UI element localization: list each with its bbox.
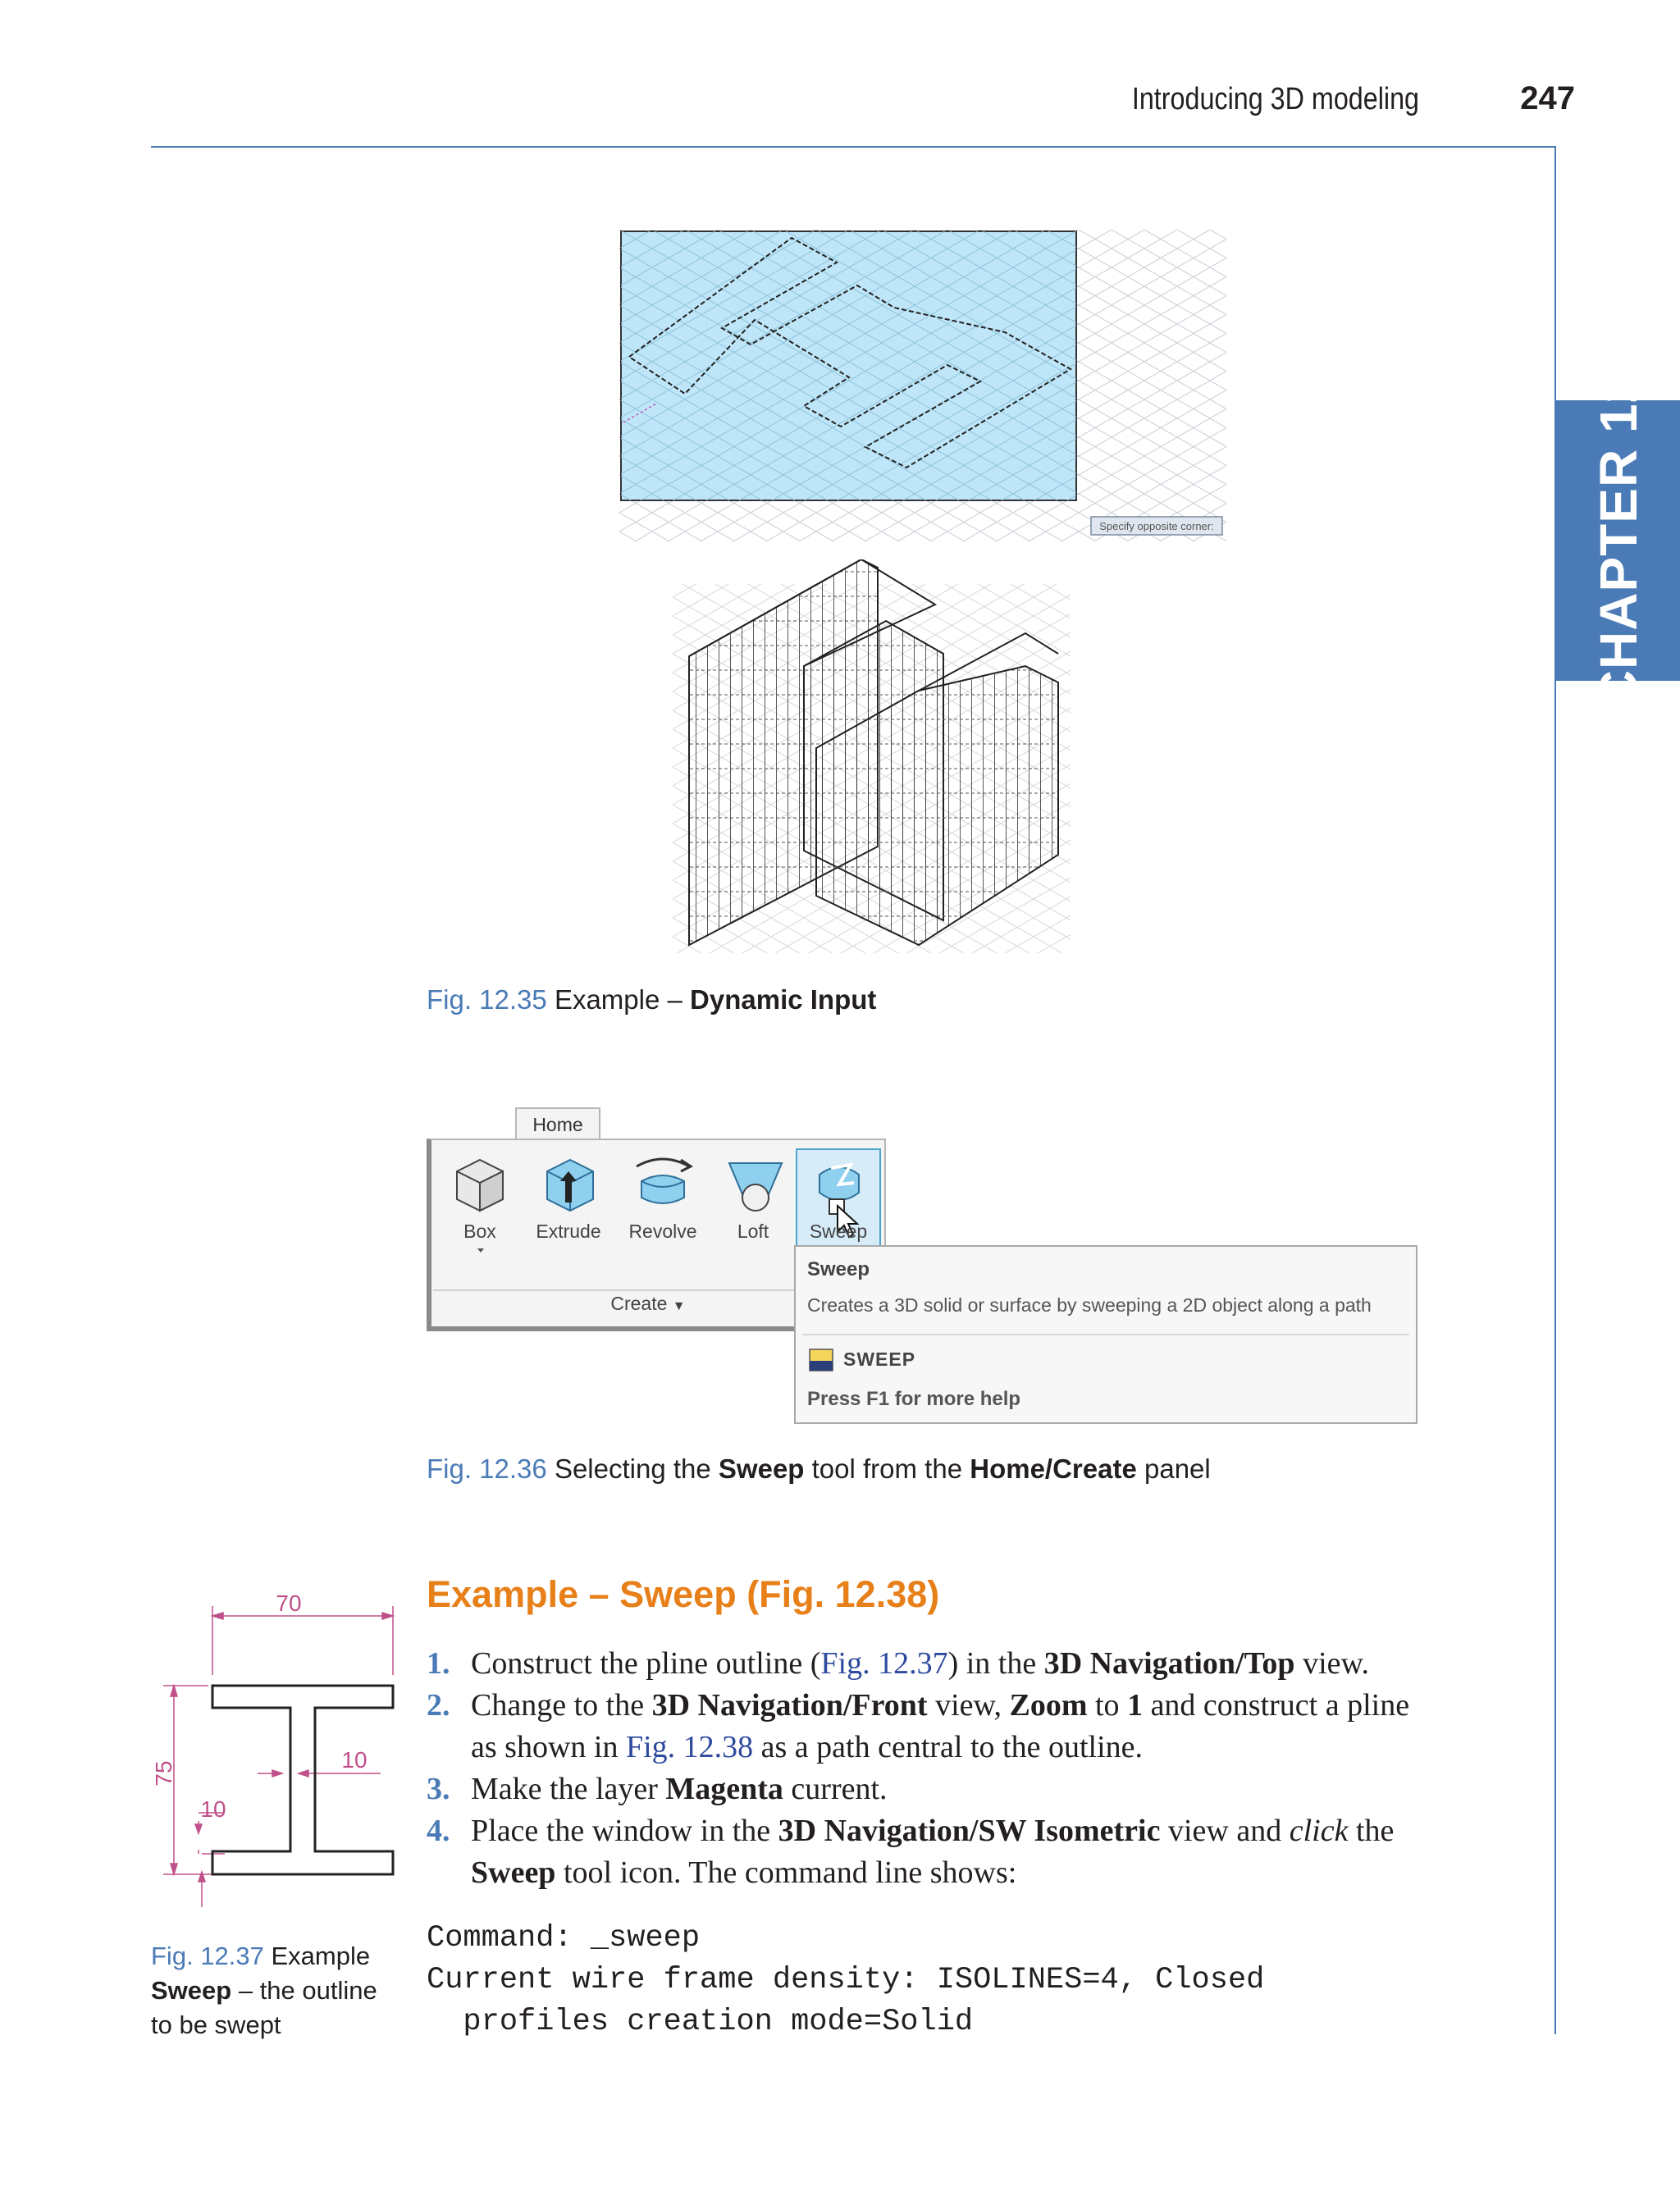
code-line: Command: _sweep	[427, 1921, 701, 1956]
box-dropdown-icon[interactable]	[476, 1247, 486, 1255]
fig-12-35-extruded-solid	[673, 559, 1071, 953]
fig-12-37-outline-drawing	[151, 1583, 413, 1911]
box-tool-button[interactable]	[435, 1148, 525, 1218]
header-rule	[151, 146, 1555, 148]
revolve-icon	[630, 1148, 696, 1214]
dim-width: 70	[276, 1590, 302, 1616]
chapter-label: CHAPTER 12	[1588, 372, 1648, 709]
step-number: 4.	[427, 1814, 450, 1848]
tooltip-title: Sweep	[807, 1258, 870, 1280]
extrude-tool-label: Extrude	[536, 1221, 601, 1242]
revolve-tool-label: Revolve	[628, 1221, 697, 1242]
dim-flange: 10	[341, 1747, 368, 1773]
step-number: 2.	[427, 1688, 450, 1723]
caption-number: Fig. 12.35	[427, 984, 547, 1015]
caption-text: Selecting the	[554, 1454, 711, 1484]
step-text: Make the layer Magenta current.	[471, 1772, 888, 1806]
caption-bold: Home/Create	[970, 1454, 1137, 1484]
caption-text: tool from the	[811, 1454, 963, 1484]
fig-12-35-caption	[427, 984, 876, 1015]
caption-bold: Sweep	[151, 1976, 232, 2005]
extrude-tool-button[interactable]	[525, 1148, 615, 1218]
dynamic-input-text: Specify opposite corner:	[1099, 520, 1214, 532]
dim-web: 10	[200, 1796, 226, 1822]
box-icon	[447, 1148, 513, 1214]
create-panel-label: Create	[610, 1293, 668, 1314]
code-line: Current wire frame density: ISOLINES=4, Closed	[427, 1963, 1265, 1997]
tooltip-description: Creates a 3D solid or surface by sweeping a 2D object along a path	[807, 1294, 1372, 1316]
chapter-tab	[1556, 372, 1680, 709]
box-tool-label: Box	[463, 1221, 496, 1242]
loft-tool-button[interactable]	[710, 1148, 801, 1218]
caption-text: Example	[271, 1942, 371, 1970]
caption-text: – the outline to be swept	[151, 1976, 377, 2039]
step-number: 3.	[427, 1772, 450, 1806]
code-line: profiles creation mode=Solid	[427, 2005, 974, 2039]
extrude-icon	[537, 1148, 603, 1214]
tooltip-help: Press F1 for more help	[807, 1388, 1021, 1410]
caption-number: Fig. 12.36	[427, 1454, 547, 1484]
fig-12-36-caption	[427, 1454, 1211, 1485]
step-text: Change to the 3D Navigation/Front view, Zoom to 1 and construct a pline as shown in Fig. 12.38 as a path central to the outline.	[471, 1688, 1410, 1764]
section-heading: Example – Sweep (Fig. 12.38)	[427, 1573, 940, 1615]
caption-bold: Dynamic Input	[690, 984, 877, 1015]
tab-home[interactable]: Home	[515, 1107, 600, 1140]
fig-12-37-caption	[151, 1939, 397, 2042]
sweep-tool-label: Sweep	[809, 1221, 868, 1242]
tooltip-command: SWEEP	[843, 1349, 916, 1370]
page-number: 247	[1520, 80, 1575, 116]
caption-text: Example –	[554, 984, 682, 1015]
step-number: 1.	[427, 1646, 450, 1681]
caption-bold: Sweep	[718, 1454, 805, 1484]
tooltip-separator	[802, 1334, 1409, 1335]
caption-text: panel	[1144, 1454, 1211, 1484]
caption-number: Fig. 12.37	[151, 1942, 264, 1970]
i-beam-outline	[212, 1686, 393, 1874]
chevron-down-icon: ▼	[672, 1299, 686, 1313]
loft-tool-label: Loft	[737, 1221, 769, 1242]
step-text: Place the window in the 3D Navigation/SW Isometric view and click the Sweep tool icon. The command line shows:	[471, 1814, 1395, 1890]
sweep-tooltip	[794, 1245, 1418, 1424]
dim-height: 75	[151, 1760, 176, 1787]
create-panel-button[interactable]	[574, 1293, 722, 1315]
loft-icon	[723, 1148, 788, 1214]
step-text: Construct the pline outline (Fig. 12.37) in the 3D Navigation/Top view.	[471, 1646, 1369, 1681]
running-title: Introducing 3D modeling	[1131, 82, 1419, 116]
figure-link[interactable]: Fig. 12.38	[625, 1730, 754, 1764]
figure-link[interactable]: Fig. 12.37	[820, 1646, 948, 1681]
command-icon	[809, 1349, 833, 1371]
revolve-tool-button[interactable]	[618, 1148, 708, 1218]
fig-12-35-top-view	[619, 230, 1226, 541]
